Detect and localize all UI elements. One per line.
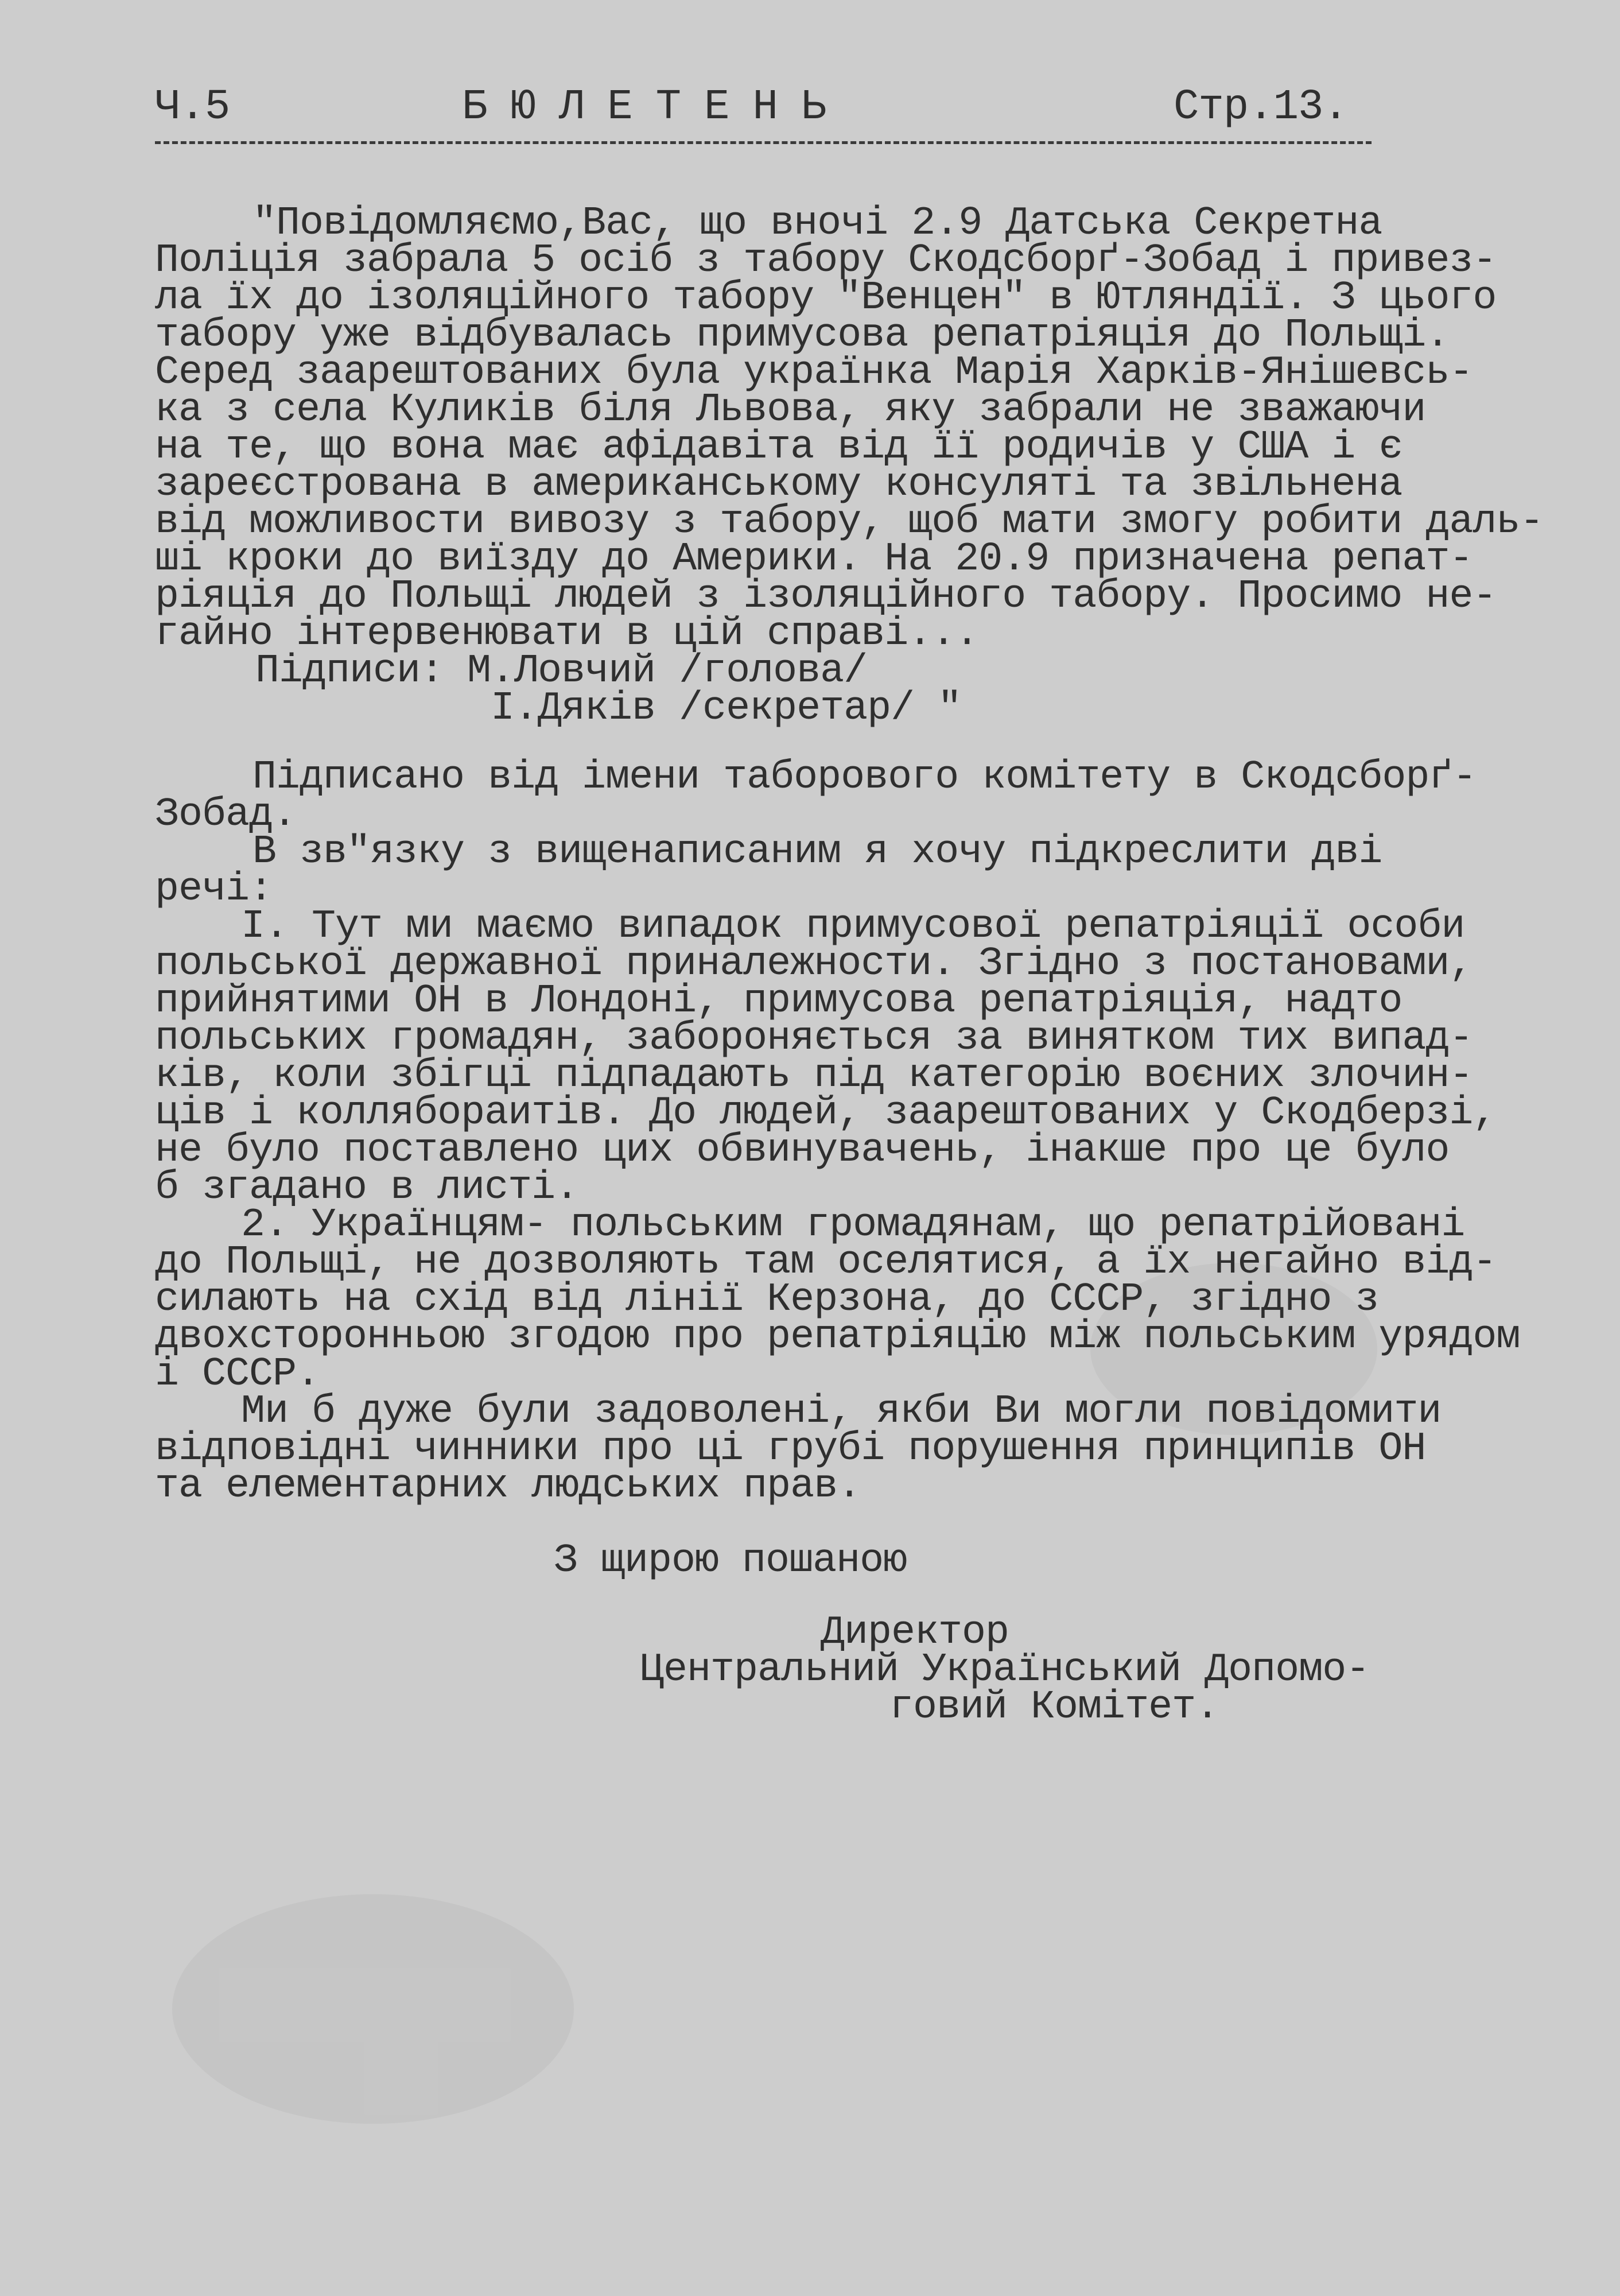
issue-number: Ч.5	[155, 83, 230, 131]
quote-line: ріяція до Польщі людей з ізоляційного табору. Просимо не-	[155, 574, 1497, 619]
body-line: і СССР.	[155, 1352, 320, 1397]
quote-line: ка з села Куликів біля Львова, яку забрали не зважаючи	[155, 387, 1426, 433]
page-number: Стр.13.	[1174, 83, 1348, 131]
signatures-line: Підписи: М.Ловчий /голова/	[255, 649, 868, 694]
signatures-line: І.Дяків /секретар/ "	[491, 686, 962, 731]
body-line: Зобад.	[155, 792, 297, 837]
body-line: двохсторонньою згодою про репатріяцію між польським урядом	[155, 1314, 1520, 1360]
body-line: І. Тут ми маємо випадок примусової репатріяції особи	[241, 904, 1465, 949]
body-line: не було поставлено цих обвинувачень, інакше про це було	[155, 1128, 1450, 1173]
body-line: ків, коли збігці підпадають під категорію воєних злочин-	[155, 1053, 1473, 1099]
body-line: польських громадян, забороняється за винятком тих випад-	[155, 1016, 1473, 1061]
body-line: прийнятими ОН в Лондоні, примусова репатріяція, надто	[155, 979, 1403, 1024]
body-line: польської державної приналежности. Згідно з постановами,	[155, 941, 1473, 987]
body-line: В зв"язку з вищенаписаним я хочу підкреслити дві	[252, 829, 1382, 875]
body-line: Підписано від імени таборового комітету в Скодсборґ-	[252, 755, 1477, 800]
quote-line: ла їх до ізоляційного табору "Венцен" в Ютляндії. З цього	[155, 276, 1497, 321]
paper-stain	[172, 1894, 574, 2124]
quote-line: гайно інтервенювати в цій справі...	[155, 611, 979, 657]
signature-title: Директор	[821, 1610, 1009, 1655]
quote-line: Поліція забрала 5 осіб з табору Скодсборґ-Зобад і привез-	[155, 238, 1497, 284]
header-divider	[155, 141, 1372, 144]
body-line: б згадано в листі.	[155, 1165, 579, 1211]
body-line: речі:	[155, 867, 273, 912]
body-line: відповідні чинники про ці грубі порушення принципів ОН	[155, 1426, 1426, 1472]
body-line: до Польщі, не дозволяють там оселятися, а їх негайно від-	[155, 1240, 1497, 1285]
body-line: ців і коллябораитів. До людей, заарештованих у Скодберзі,	[155, 1091, 1497, 1136]
quote-line: табору уже відбувалась примусова репатріяція до Польщі.	[155, 313, 1450, 358]
closing-salutation: З щирою пошаною	[554, 1538, 907, 1584]
quote-line: зареєстрована в американському консуляті та звільнена	[155, 462, 1403, 507]
body-line: силають на схід від лінії Керзона, до СССР, згідно з	[155, 1277, 1379, 1322]
quote-line: ші кроки до виїзду до Америки. На 20.9 призначена репат-	[155, 537, 1473, 582]
body-line: та елементарних людських прав.	[155, 1464, 861, 1509]
quote-line: "Повідомляємо,Вас, що вночі 2.9 Датська Секретна	[252, 201, 1382, 246]
quote-line: від можливости вивозу з табору, щоб мати змогу робити даль-	[155, 499, 1544, 545]
signature-org: говий Комітет.	[889, 1685, 1219, 1730]
bulletin-title: БЮЛЕТЕНЬ	[462, 83, 850, 131]
quote-line: Серед заарештованих була українка Марія Харків-Янішевсь-	[155, 350, 1473, 395]
body-line: Ми б дуже були задоволені, якби Ви могли повідомити	[241, 1389, 1442, 1434]
body-line: 2. Українцям- польським громадянам, що репатрійовані	[241, 1203, 1465, 1248]
quote-line: на те, що вона має афідавіта від її родичів у США і є	[155, 425, 1403, 470]
signature-org: Центральний Український Допомо-	[640, 1647, 1370, 1693]
